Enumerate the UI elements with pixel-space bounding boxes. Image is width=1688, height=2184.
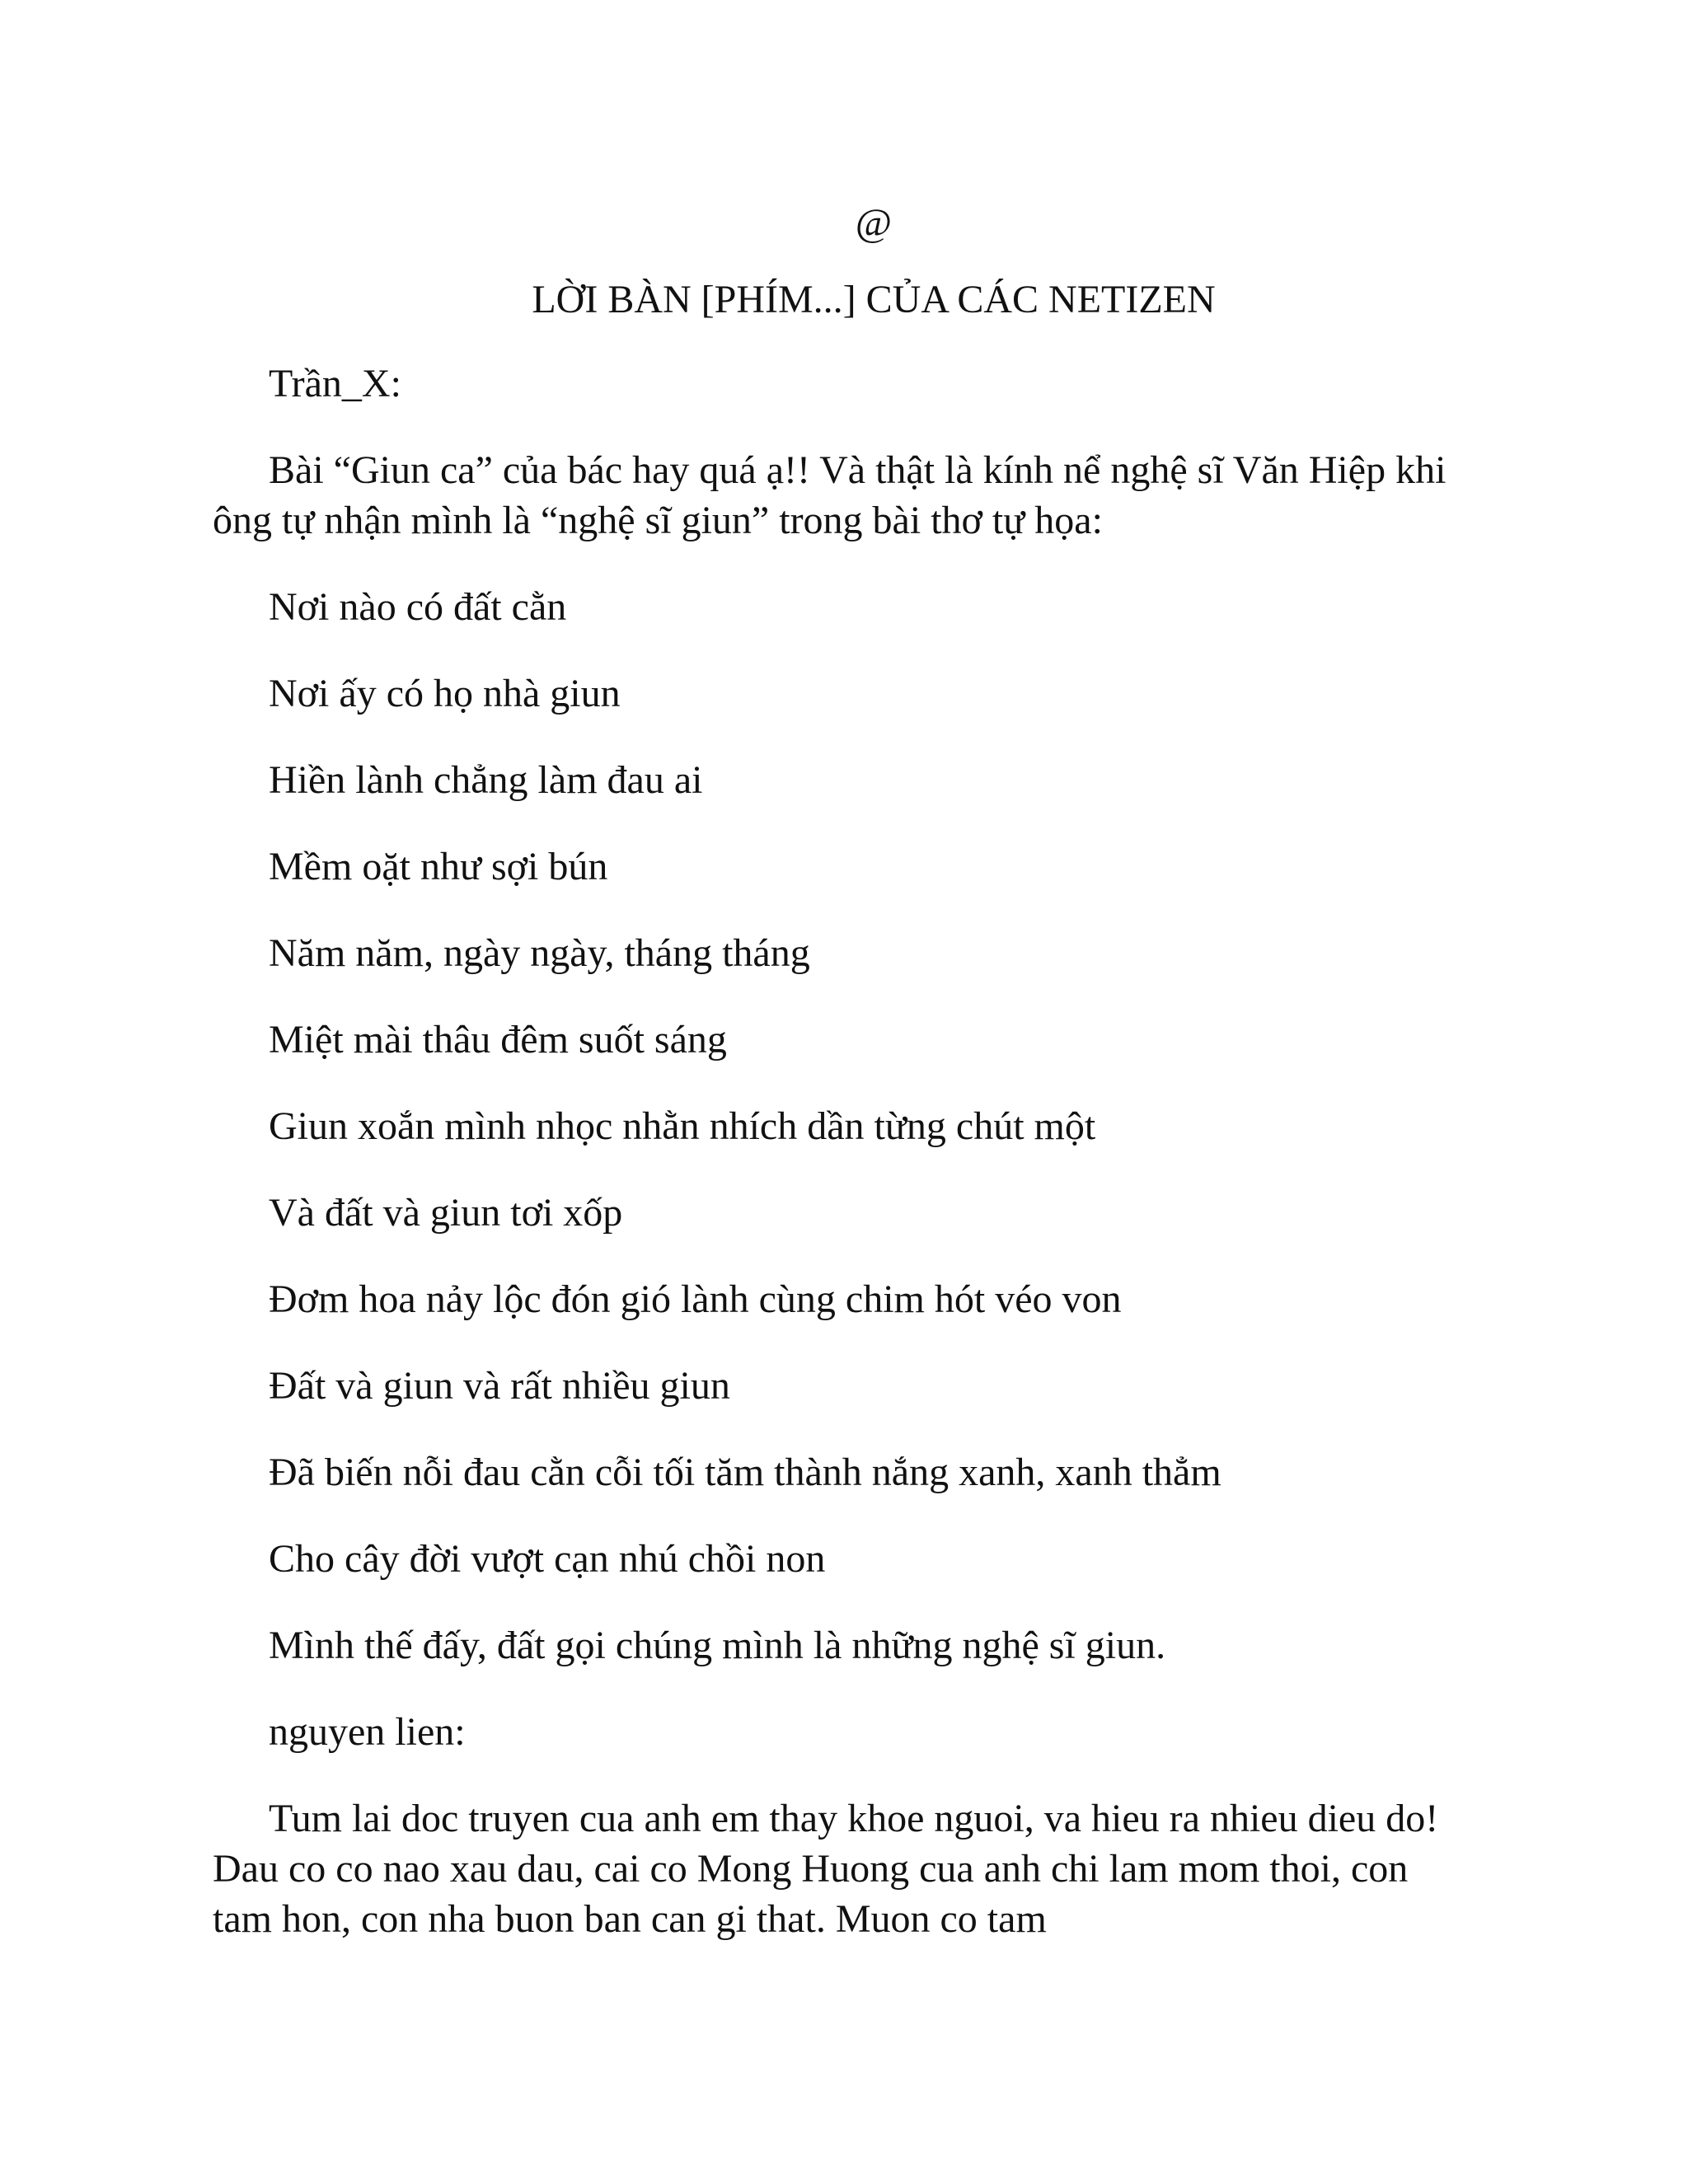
poem-line: Giun xoắn mình nhọc nhằn nhích dần từng chút một <box>269 1104 1096 1148</box>
poem-line: Và đất và giun tơi xốp <box>269 1191 623 1235</box>
poem-line: Nơi nào có đất cằn <box>269 585 567 629</box>
comment-text: Tum lai doc truyen cua anh em thay khoe nguoi, va hieu ra nhieu dieu do! Dau co co nao xau dau, cai co Mong Huong cua anh chi lam mom thoi, con tam hon, con nha buon ban can gi that. Muon co tam <box>213 1797 1439 1941</box>
poem-line: Đã biến nỗi đau cằn cỗi tối tăm thành nắng xanh, xanh thẳm <box>269 1451 1221 1494</box>
poem-line: Miệt mài thâu đêm suốt sáng <box>269 1018 727 1062</box>
comment-text: Bài “Giun ca” của bác hay quá ạ!! Và thật là kính nể nghệ sĩ Văn Hiệp khi ông tự nhận mình là “nghệ sĩ giun” trong bài thơ tự họa: <box>213 448 1447 542</box>
page-title: LỜI BÀN [PHÍM...] CỦA CÁC NETIZEN <box>532 278 1216 321</box>
poem-line: Mình thế đấy, đất gọi chúng mình là những nghệ sĩ giun. <box>269 1624 1166 1667</box>
poem-line: Hiền lành chẳng làm đau ai <box>269 758 703 802</box>
poem-line: Đơm hoa nảy lộc đón gió lành cùng chim hót véo von <box>269 1277 1122 1321</box>
document-body <box>213 198 1449 1944</box>
poem-line: Đất và giun và rất nhiều giun <box>269 1364 730 1408</box>
poem-line: Năm năm, ngày ngày, tháng tháng <box>269 931 810 975</box>
poem-line: Cho cây đời vượt cạn nhú chồi non <box>269 1537 826 1581</box>
page-symbol: @ <box>855 201 893 245</box>
comment-author: Trần_X: <box>269 362 401 405</box>
poem-line: Nơi ấy có họ nhà giun <box>269 672 621 715</box>
poem-line: Mềm oặt như sợi bún <box>269 845 608 888</box>
comment-author: nguyen lien: <box>269 1710 466 1754</box>
